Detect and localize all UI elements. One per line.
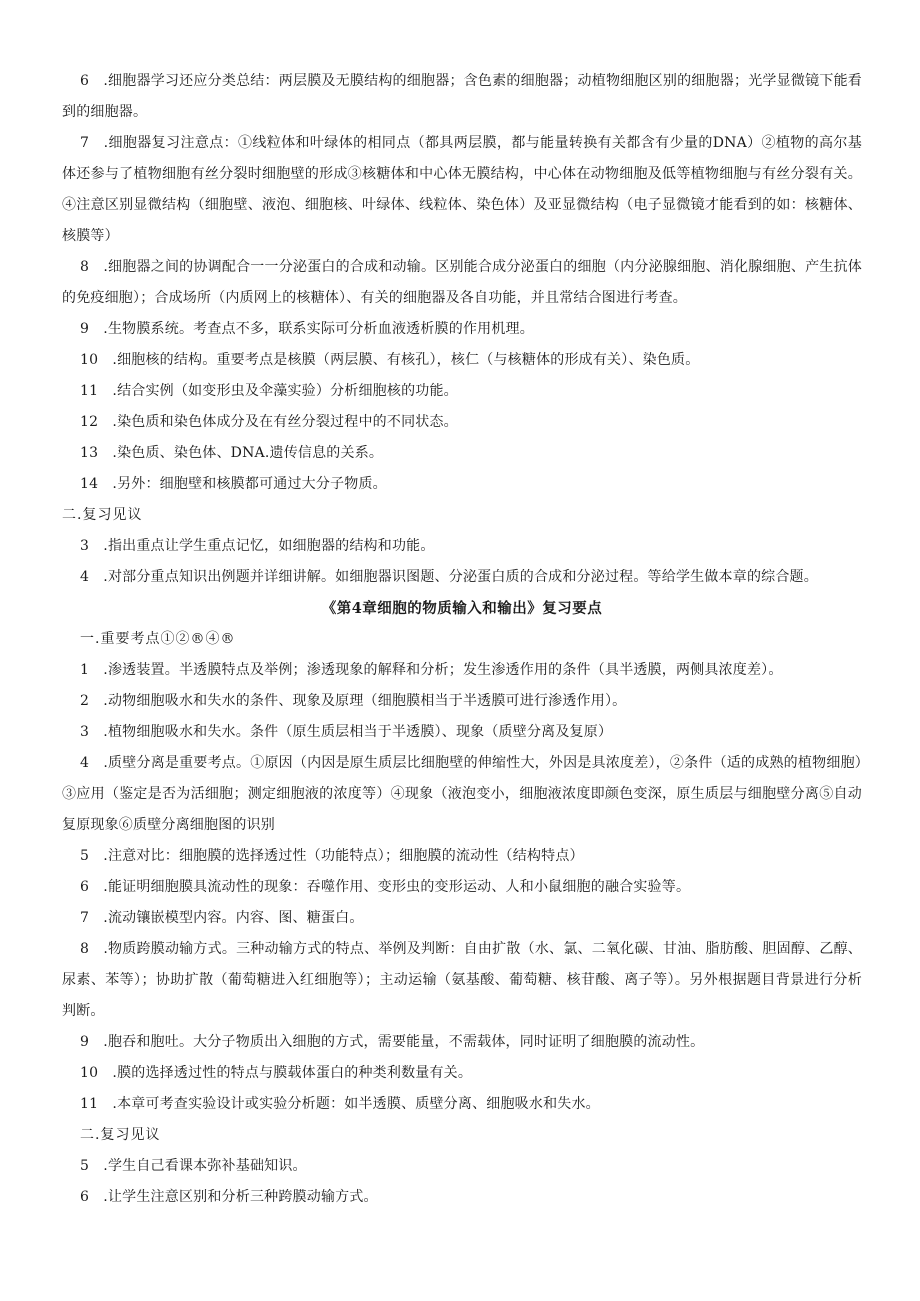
ch3-review-heading: 二.复习见议 [62,507,143,523]
ch3-item-12: 12 .染色质和染色体成分及在有丝分裂过程中的不同状态。 [80,414,458,430]
ch3-item-13: 13 .染色质、染色体、DNA.遗传信息的关系。 [80,445,384,461]
ch4-item-10: 10 .膜的选择透过性的特点与膜载体蛋白的种类利数量有关。 [80,1065,473,1081]
ch3-item-9: 9 .生物膜系统。考查点不多，联系实际可分析血液透析膜的作用机理。 [80,321,534,337]
ch4-item-1: 1 .渗透装置。半透膜特点及举例；渗透现象的解释和分析；发生渗透作用的条件（具半透膜，两侧具浓度差）。 [80,662,783,678]
ch3-item-14: 14 .另外：细胞壁和核膜都可通过大分子物质。 [80,476,387,492]
document-page [62,66,862,1213]
ch3-item-10: 10 .细胞核的结构。重要考点是核膜（两层膜、有核孔），核仁（与核糖体的形成有关）、染色质。 [80,352,700,368]
ch4-item-9: 9 .胞吞和胞吐。大分子物质出入细胞的方式，需要能量，不需载体，同时证明了细胞膜的流动性。 [80,1034,705,1050]
ch4-item-6: 6 .能证明细胞膜具流动性的现象：吞噬作用、变形虫的变形运动、人和小鼠细胞的融合实验等。 [80,879,691,895]
ch4-review-item-6: 6 .让学生注意区别和分析三种跨膜动输方式。 [80,1189,378,1205]
ch4-item-11: 11 .本章可考查实验设计或实验分析题：如半透膜、质壁分离、细胞吸水和失水。 [80,1096,600,1112]
ch4-item-4: 4 .质壁分离是重要考点。①原因（内因是原生质层比细胞壁的伸缩性大，外因是具浓度差），②条件（适的成熟的植物细胞）③应用（鉴定是否为活细胞；测定细胞液的浓度等）④现象（液泡变小，细胞液浓度即颜色变深，原生质层与细胞壁分离⑤自动复原现象⑥质壁分离细胞图的识别 [62,755,862,833]
ch3-item-6: 6 .细胞器学习还应分类总结：两层膜及无膜结构的细胞器；含色素的细胞器；动植物细胞区别的细胞器；光学显微镜下能看到的细胞器。 [62,73,862,120]
ch4-item-2: 2 .动物细胞吸水和失水的条件、现象及原理（细胞膜相当于半透膜可进行渗透作用）。 [80,693,627,709]
ch3-item-11: 11 .结合实例（如变形虫及伞藻实验）分析细胞核的功能。 [80,383,458,399]
ch4-review-heading: 二.复习见议 [80,1127,161,1143]
ch4-review-item-5: 5 .学生自己看课本弥补基础知识。 [80,1158,307,1174]
ch3-review-item-4: 4 .对部分重点知识出例题并详细讲解。如细胞器识图题、分泌蛋白质的合成和分泌过程。等给学生做本章的综合题。 [80,569,818,585]
ch3-review-item-3: 3 .指出重点让学生重点记忆，如细胞器的结构和功能。 [80,538,435,554]
ch4-item-3: 3 .植物细胞吸水和失水。条件（原生质层相当于半透膜）、现象（质壁分离及复原） [80,724,613,740]
ch4-item-5: 5 .注意对比：细胞膜的选择透过性（功能特点）；细胞膜的流动性（结构特点） [80,848,584,864]
ch3-item-7: 7 .细胞器复习注意点：①线粒体和叶绿体的相同点（都具两层膜，都与能量转换有关都含有少量的DNA）②植物的高尔基体还参与了植物细胞有丝分裂时细胞壁的形成③核糖体和中心体无膜结构，中心体在动物细胞及低等植物细胞与有丝分裂有关。④注意区别显微结构（细胞壁、液泡、细胞核、叶绿体、线粒体、染色体）及亚显微结构（电子显微镜才能看到的如：核糖体、核膜等） [62,135,862,244]
ch4-title: 《第4章细胞的物质输入和输出》复习要点 [321,600,603,617]
ch4-item-7: 7 .流动镶嵌模型内容。内容、图、糖蛋白。 [80,910,364,926]
ch3-item-8: 8 .细胞器之间的协调配合一一分泌蛋白的合成和动输。区别能合成分泌蛋白的细胞（内分泌腺细胞、消化腺细胞、产生抗体的免疫细胞）；合成场所（内质网上的核糖体）、有关的细胞器及各自功能，并且常结合图进行考查。 [62,259,862,306]
ch4-key-heading: 一.重要考点①②®④® [80,631,236,647]
ch4-item-8: 8 .物质跨膜动输方式。三种动输方式的特点、举例及判断：自由扩散（水、氯、二氧化碳、甘油、脂肪酸、胆固醇、乙醇、尿素、苯等）；协助扩散（葡萄糖进入红细胞等）；主动运输（氨基酸、葡萄糖、核苷酸、离子等）。另外根据题目背景进行分析判断。 [62,941,862,1019]
